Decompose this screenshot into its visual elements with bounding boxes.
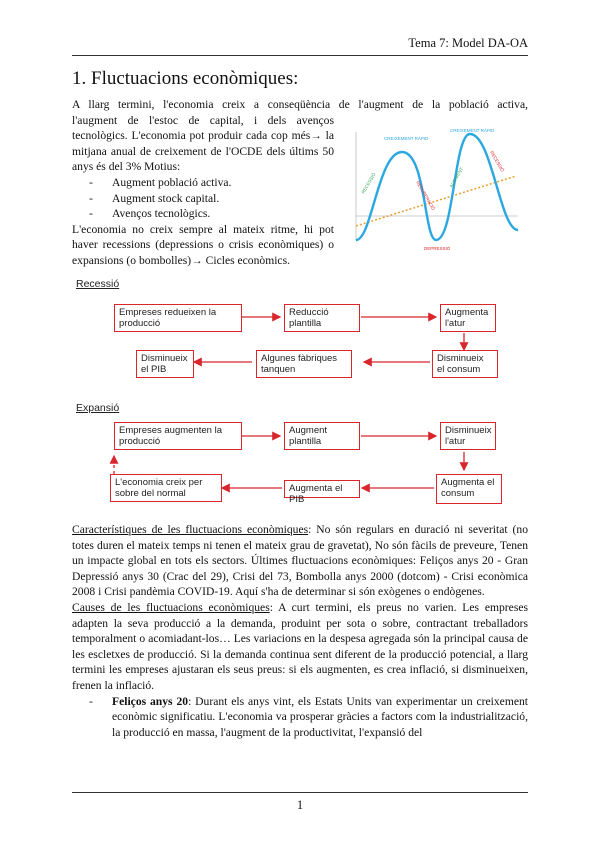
cycle-label: RECUPERACIÓ	[415, 180, 436, 212]
intro-column	[72, 113, 334, 269]
page-header: Tema 7: Model DA-OA	[408, 36, 528, 50]
expansio-box: Augmenta el PIB	[284, 480, 360, 498]
cycle-label: RECESSIÓ	[360, 171, 377, 195]
expansio-box: Augmenta el consum	[436, 474, 502, 504]
causes-text: : A curt termini, els preus no varien. Les empreses adapten la seva producció a la demanda, produint per sota o sobre, contractant treballadors temporalment o acomiadant-los… Les variacions en la despesa agregada són la principal causa de les escletxes de producció. Si la demanda continua sent diferent de la producció potencial, a llarg termini les empreses ajustaran els seus preus: si els augmenten, es crea inflació, si disminueixen, frenen la inflació.	[72, 600, 528, 692]
felicos-text: : Durant els anys vint, els Estats Units van experimentar un creixement econòmic significatiu. L'economia va prosperar gràcies a factors com la industrialització, la producció en massa, l'augment de la productivitat, l'expansió del	[112, 694, 529, 739]
header-rule	[72, 55, 528, 56]
recessio-box: Disminueix el PIB	[136, 350, 194, 378]
section-title: 1. Fluctuacions econòmiques:	[72, 68, 299, 89]
cycle-label: CREIXEMENT RÀPID	[384, 136, 429, 141]
expansio-box: Augment plantilla	[284, 422, 360, 450]
list-item: - Augment stock capital.	[72, 191, 334, 207]
footer-rule	[72, 792, 528, 793]
caracteristiques-paragraph	[72, 522, 528, 600]
recessio-box: Disminueix el consum	[432, 350, 498, 378]
list-item: - Augment població activa.	[72, 175, 334, 191]
causes-paragraph	[72, 600, 528, 694]
caracteristiques-heading: Característiques de les fluctuacions econòmiques	[72, 523, 309, 536]
expansio-box: L'economia creix per sobre del normal	[110, 474, 222, 502]
caracteristiques-text: : No són regulars en duració ni severitat (no totes duren el mateix temps ni tenen el mateix grau de gravetat), No són fàcils de preveure, Tenen un impacte global en tots els sectors. Últimes fluctuacions econòmiques: Feliços anys 20 - Gran Depressió anys 30 (Crac del 29), Crisi del 73, Bombolla anys 2000 (dotcom) - Crisi econòmica 2008 i Crisi pandèmia COVID-19. Aquí s'ha de determinar si són exògenes o endògenes.	[72, 523, 528, 599]
business-cycle-chart	[340, 122, 528, 258]
recessio-box: Augmenta l'atur	[440, 304, 496, 332]
recessio-label: Recessió	[76, 278, 120, 290]
cycle-label: CREIXEMENT RÀPID	[450, 128, 495, 133]
felicos-heading: Feliços anys 20	[112, 694, 189, 708]
recessio-box: Algunes fàbriques tanquen	[256, 350, 352, 378]
body-text	[72, 522, 528, 740]
cycle-label: DEPRESSIÓ	[424, 246, 451, 251]
periods-list	[72, 694, 528, 741]
page-number: 1	[296, 798, 304, 812]
recessio-box: Reducció plantilla	[284, 304, 360, 332]
expansio-box: Empreses augmenten la producció	[114, 422, 242, 450]
list-item: - Avenços tecnològics.	[72, 206, 334, 222]
cycle-paragraph: L'economia no creix sempre al mateix ritme, hi pot haver recessions (depressions o crisis econòmiques) o expansions (o bombolles)→ Cicles econòmics.	[72, 222, 334, 267]
list-item	[72, 694, 528, 741]
cycle-label: RECESSIÓ	[489, 150, 506, 173]
motius-list	[72, 175, 334, 222]
expansio-label: Expansió	[76, 402, 120, 414]
expansio-box: Disminueix l'atur	[440, 422, 496, 450]
causes-heading: Causes de les fluctuacions econòmiques	[72, 600, 270, 614]
recessio-box: Empreses redueixen la producció	[114, 304, 242, 332]
intro-line: A llarg termini, l'economia creix a conseqüència de l'augment de la població activa,	[72, 98, 528, 111]
cycle-label: AUGMENT	[448, 166, 465, 189]
intro-paragraph: l'augment de l'estoc de capital, i dels avenços tecnològics. L'economia pot produir cada cop més→ la mitjana anual de creixement de l'OCDE dels últims 50 anys és del 3% Motius:	[72, 113, 334, 174]
